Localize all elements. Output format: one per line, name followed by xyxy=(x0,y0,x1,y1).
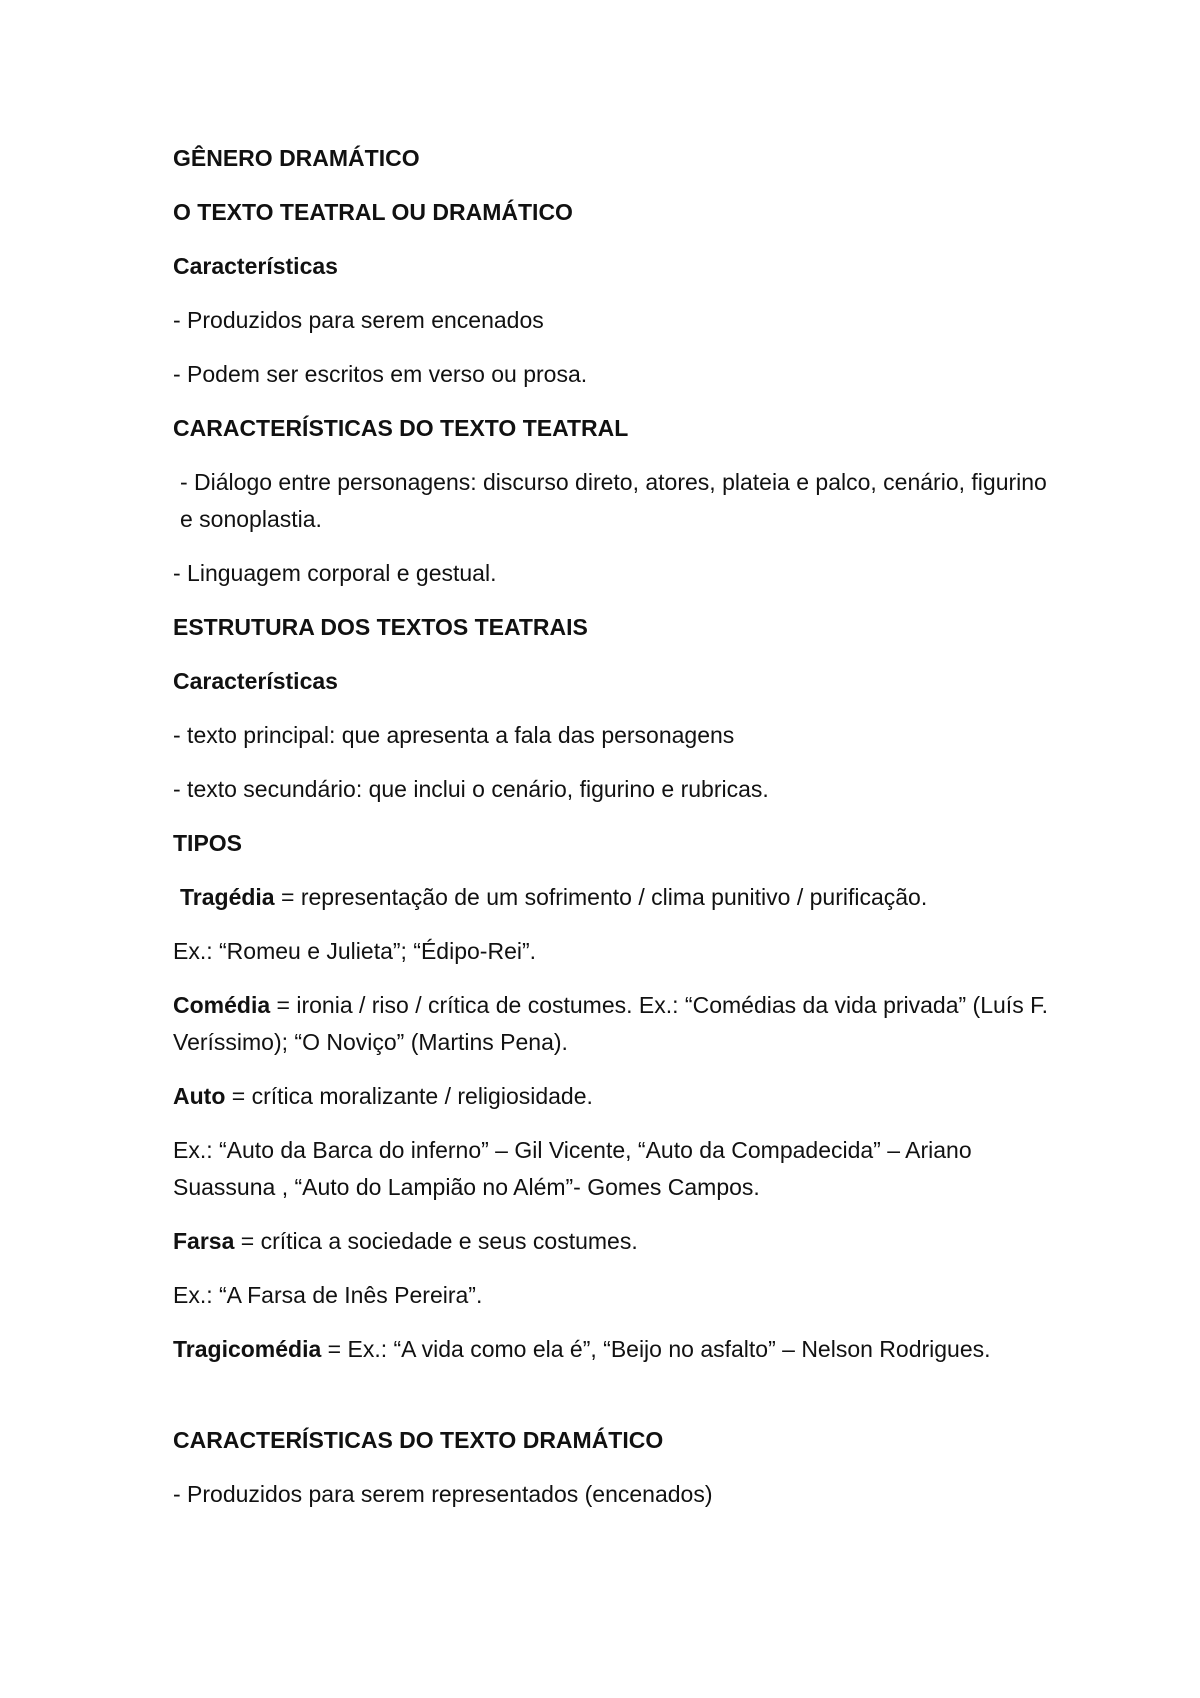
list-item: - Produzidos para serem encenados xyxy=(173,307,544,333)
tipo-term: Tragédia xyxy=(180,884,275,910)
tipo-definition: = ironia / riso / crítica de costumes. Ex.: “Comédias da vida privada” (Luís F. Veríssimo); “O Noviço” (Martins Pena). xyxy=(173,992,1048,1055)
tipo-term: Comédia xyxy=(173,992,271,1018)
section-heading-estrutura: ESTRUTURA DOS TEXTOS TEATRAIS xyxy=(173,614,588,640)
tipo-farsa xyxy=(173,1223,1053,1260)
list-item: - Linguagem corporal e gestual. xyxy=(173,560,497,586)
list-item: - Produzidos para serem representados (encenados) xyxy=(173,1481,713,1507)
tipo-auto xyxy=(173,1078,1053,1115)
document-subtitle: O TEXTO TEATRAL OU DRAMÁTICO xyxy=(173,199,573,225)
section-subheading-caracteristicas: Características xyxy=(173,668,338,694)
tipo-example: Ex.: “Auto da Barca do inferno” – Gil Vicente, “Auto da Compadecida” – Ariano Suassuna , “Auto do Lampião no Além”- Gomes Campos. xyxy=(173,1137,972,1200)
tipo-definition: = representação de um sofrimento / clima punitivo / purificação. xyxy=(274,884,928,910)
tipo-term: Farsa xyxy=(173,1228,235,1254)
tipo-tragedia xyxy=(173,879,1053,916)
tipo-definition: = crítica a sociedade e seus costumes. xyxy=(234,1228,638,1254)
document-title: GÊNERO DRAMÁTICO xyxy=(173,145,420,171)
document-body xyxy=(173,140,1053,1530)
section-heading-tipos: TIPOS xyxy=(173,830,243,856)
section-heading-texto-teatral: CARACTERÍSTICAS DO TEXTO TEATRAL xyxy=(173,415,629,441)
tipo-definition: = Ex.: “A vida como ela é”, “Beijo no asfalto” – Nelson Rodrigues. xyxy=(321,1336,991,1362)
tipo-example: Ex.: “Romeu e Julieta”; “Édipo-Rei”. xyxy=(173,938,537,964)
section-heading-caracteristicas: Características xyxy=(173,253,338,279)
tipo-term: Auto xyxy=(173,1083,226,1109)
tipo-definition: = crítica moralizante / religiosidade. xyxy=(225,1083,593,1109)
list-item: - Diálogo entre personagens: discurso direto, atores, plateia e palco, cenário, figurino e sonoplastia. xyxy=(180,469,1047,532)
list-item: - Podem ser escritos em verso ou prosa. xyxy=(173,361,588,387)
list-item: - texto principal: que apresenta a fala das personagens xyxy=(173,722,735,748)
tipo-tragicomedia xyxy=(173,1331,1053,1368)
list-item: - texto secundário: que inclui o cenário, figurino e rubricas. xyxy=(173,776,769,802)
section-heading-texto-dramatico: CARACTERÍSTICAS DO TEXTO DRAMÁTICO xyxy=(173,1427,664,1453)
tipo-term: Tragicomédia xyxy=(173,1336,322,1362)
tipo-comedia xyxy=(173,987,1053,1061)
tipo-example: Ex.: “A Farsa de Inês Pereira”. xyxy=(173,1282,483,1308)
